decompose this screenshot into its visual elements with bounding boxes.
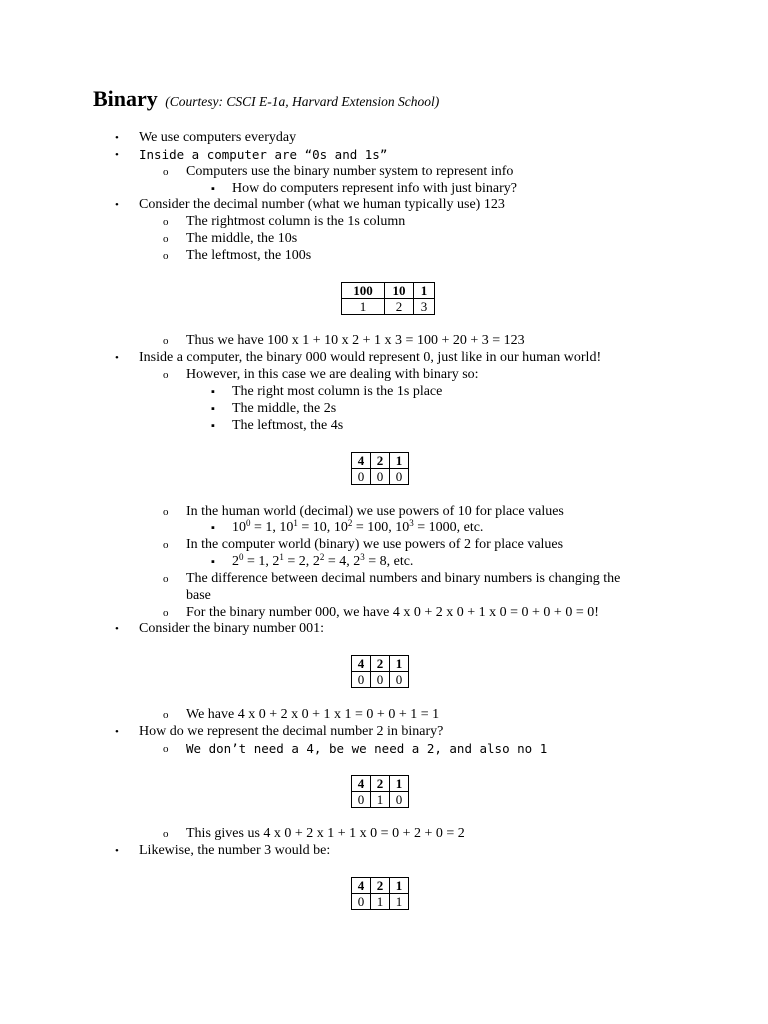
bullet-marker: • <box>115 149 119 161</box>
place-value-table <box>351 877 409 910</box>
bullet-marker: o <box>163 335 169 347</box>
list-item-continuation: base <box>186 588 211 603</box>
table-cell: 0 <box>390 469 409 485</box>
powers-of-two: $2^0 = 1$, $2^1 = 2$, $2^2 = 4$, $2^3 = 8$, etc. <box>232 552 414 569</box>
table-header-cell: 100 <box>342 283 385 299</box>
table-header-cell: 2 <box>371 776 390 792</box>
bullet-marker: o <box>163 709 169 721</box>
table-cell: 1 <box>371 894 390 910</box>
place-value-table <box>351 452 409 485</box>
table-cell: 0 <box>390 672 409 688</box>
bullet-marker: o <box>163 233 169 245</box>
bullet-marker: o <box>163 607 169 619</box>
table-header-cell: 1 <box>390 878 409 894</box>
bullet-marker: • <box>115 199 119 211</box>
table-header-cell: 1 <box>390 656 409 672</box>
list-item: However, in this case we are dealing with binary so: <box>186 367 479 382</box>
table-header-cell: 1 <box>390 776 409 792</box>
bullet-marker: o <box>163 506 169 518</box>
courtesy-text: (Courtesy: CSCI E-1a, Harvard Extension School) <box>165 94 440 109</box>
place-value-table <box>341 282 435 315</box>
bullet-marker: ▪ <box>211 403 215 415</box>
bullet-marker: • <box>115 726 119 738</box>
list-item: Likewise, the number 3 would be: <box>139 843 331 858</box>
list-item: Thus we have 100 x 1 + 10 x 2 + 1 x 3 = 100 + 20 + 3 = 123 <box>186 333 525 348</box>
list-item: The difference between decimal numbers and binary numbers is changing the <box>186 571 621 586</box>
bullet-marker: ▪ <box>211 556 215 568</box>
table-header-cell: 4 <box>352 776 371 792</box>
list-item: The middle, the 2s <box>232 401 337 416</box>
bullet-marker: o <box>163 166 169 178</box>
bullet-marker: o <box>163 216 169 228</box>
list-item: We have 4 x 0 + 2 x 0 + 1 x 1 = 0 + 0 + 1 = 1 <box>186 707 440 722</box>
table-header-cell: 4 <box>352 656 371 672</box>
list-item: Inside a computer, the binary 000 would represent 0, just like in our human world! <box>139 350 602 365</box>
list-item: The leftmost, the 4s <box>232 418 344 433</box>
place-value-table <box>351 775 409 808</box>
bullet-marker: o <box>163 828 169 840</box>
table-cell: 0 <box>352 894 371 910</box>
list-item: For the binary number 000, we have 4 x 0 + 2 x 0 + 1 x 0 = 0 + 0 + 0 = 0! <box>186 605 599 620</box>
bullet-marker: o <box>163 573 169 585</box>
table-header-cell: 2 <box>371 656 390 672</box>
list-item: The middle, the 10s <box>186 231 298 246</box>
table-cell: 0 <box>352 469 371 485</box>
title-text: Binary <box>93 86 158 111</box>
table-cell: 0 <box>352 672 371 688</box>
bullet-marker: o <box>163 539 169 551</box>
place-value-table <box>351 655 409 688</box>
table-header-cell: 1 <box>414 283 435 299</box>
table-cell: 0 <box>371 672 390 688</box>
bullet-marker: ▪ <box>211 183 215 195</box>
table-header-cell: 2 <box>371 453 390 469</box>
bullet-marker: o <box>163 250 169 262</box>
list-item: The rightmost column is the 1s column <box>186 214 406 229</box>
table-header-cell: 4 <box>352 878 371 894</box>
bullet-marker: o <box>163 743 169 755</box>
bullet-marker: • <box>115 623 119 635</box>
table-cell: 1 <box>371 792 390 808</box>
bullet-marker: ▪ <box>211 420 215 432</box>
table-header-cell: 2 <box>371 878 390 894</box>
list-item: This gives us 4 x 0 + 2 x 1 + 1 x 0 = 0 + 2 + 0 = 2 <box>186 826 465 841</box>
list-item: The leftmost, the 100s <box>186 248 312 263</box>
table-cell: 0 <box>390 792 409 808</box>
list-item: The right most column is the 1s place <box>232 384 443 399</box>
bullet-marker: o <box>163 369 169 381</box>
list-item: Computers use the binary number system to represent info <box>186 164 514 179</box>
page-title <box>93 86 439 112</box>
table-header-cell: 10 <box>385 283 414 299</box>
table-cell: 1 <box>342 299 385 315</box>
table-header-cell: 4 <box>352 453 371 469</box>
list-item: Consider the decimal number (what we human typically use) 123 <box>139 197 505 212</box>
table-cell: 1 <box>390 894 409 910</box>
list-item: Consider the binary number 001: <box>139 621 325 636</box>
bullet-marker: • <box>115 845 119 857</box>
list-item: We use computers everyday <box>139 130 297 145</box>
list-item: In the computer world (binary) we use powers of 2 for place values <box>186 537 564 552</box>
list-item: How do computers represent info with just binary? <box>232 181 517 196</box>
bullet-marker: ▪ <box>211 386 215 398</box>
list-item: Inside a computer are “0s and 1s” <box>139 147 388 162</box>
list-item: We don’t need a 4, be we need a 2, and also no 1 <box>186 741 548 756</box>
table-cell: 0 <box>371 469 390 485</box>
bullet-marker: • <box>115 132 119 144</box>
powers-of-ten: $10^0 = 1$, $10^1 = 10$, $10^2 = 100$, $10^3 = 1000$, etc. <box>232 518 484 535</box>
list-item: In the human world (decimal) we use powers of 10 for place values <box>186 504 564 519</box>
table-cell: 3 <box>414 299 435 315</box>
list-item: How do we represent the decimal number 2 in binary? <box>139 724 444 739</box>
table-cell: 0 <box>352 792 371 808</box>
bullet-marker: • <box>115 352 119 364</box>
bullet-marker: ▪ <box>211 522 215 534</box>
table-header-cell: 1 <box>390 453 409 469</box>
table-cell: 2 <box>385 299 414 315</box>
